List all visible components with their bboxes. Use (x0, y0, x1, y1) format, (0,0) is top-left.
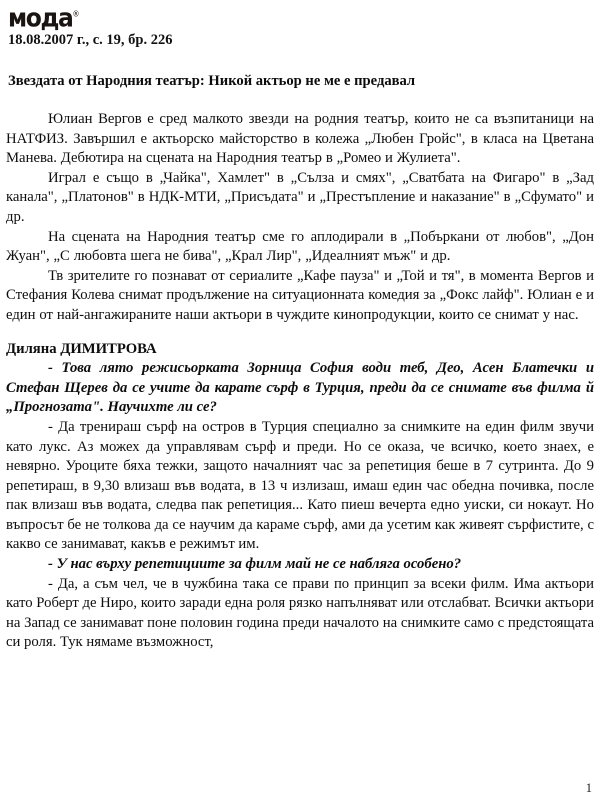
interview-answer-2: - Да, а съм чел, че в чужбина така се прави по принцип за всеки филм. Има актьори като Роберт де Ниро, които заради една роля рязко напълняват или отслабват. Всички актьори на Запад се занимават поне половин година преди началото на снимките само с предстоящата си роля. Тук нямаме възможност, (6, 575, 594, 651)
publication-logo (5, 2, 80, 31)
intro-paragraph-4: Тв зрителите го познават от сериалите „Кафе пауза" и „Той и тя", в момента Вергов и Стефания Колева снимат продължение на ситуационната комедия за „Фокс лайф". Юлиан е и един от най-ангажираните наши актьори в чуждите кинопродукции, които се снимат у нас. (6, 267, 594, 323)
interview-question-1: - Това лято режисьорката Зорница София води теб, Део, Асен Блатечки и Стефан Щерев да се учите да карате сърф в Турция, преди да се снимате във филма й „Прогнозата". Научихте ли се? (6, 360, 594, 416)
masthead (5, 0, 595, 33)
article-byline: Диляна ДИМИТРОВА (6, 340, 157, 357)
article-headline: Звездата от Народния театър: Никой актьор не ме е предавал (8, 73, 416, 89)
interview-answer-1: - Да тренираш сърф на остров в Турция специално за снимките на един филм звучи като лукс. Аз можех да управлявам сърф и преди. Но се оказа, че всичко, което знаех, е невярно. Уроците бяха тежки, защото началният час за репетиция беше в 7 сутринта. До 9 репетираш, в 9,30 влизаш във водата, в 13 ч излизаш, имаш един час обедна почивка, после пак влизаш във водата, следва пак репетиция... Като пиеш вечерта едно уиски, си нокаут. Но въпросът бе не толкова да се научим да караме сърф, ами да усетим как живеят сърфистите, с какво се занимават, какъв е режимът им. (6, 418, 594, 553)
dateline: 18.08.2007 г., с. 19, бр. 226 (8, 32, 173, 48)
intro-paragraph-1: Юлиан Вергов е сред малкото звезди на родния театър, които не са възпитаници на НАТФИЗ. Завършил е актьорско майсторство в колежа „Любен Гройс", в класа на Цветана Манева. Дебютира на сцената на Народния театър в „Ромео и Жулиета". (6, 111, 594, 167)
article-body (5, 110, 595, 653)
intro-paragraph-3: На сцената на Народния театър сме го аплодирали в „Побъркани от любов", „Дон Жуан", „С любовта шега не бива", „Крал Лир", „Идеалният мъж" и др. (6, 228, 594, 265)
page-number: 1 (585, 781, 592, 795)
intro-paragraph-2: Играл е също в „Чайка", Хамлет" в „Сълза и смях", „Сватбата на Фигаро" в „Зад канала", „Платонов" в НДК-МТИ, „Присъдата" и „Престъпление и наказание" в „Сфумато" и др. (6, 169, 594, 225)
registered-trademark-icon: ® (72, 9, 80, 19)
publication-logo-text: мода (8, 3, 73, 33)
interview-question-2: - У нас върху репетициите за филм май не се набляга особено? (48, 556, 462, 573)
